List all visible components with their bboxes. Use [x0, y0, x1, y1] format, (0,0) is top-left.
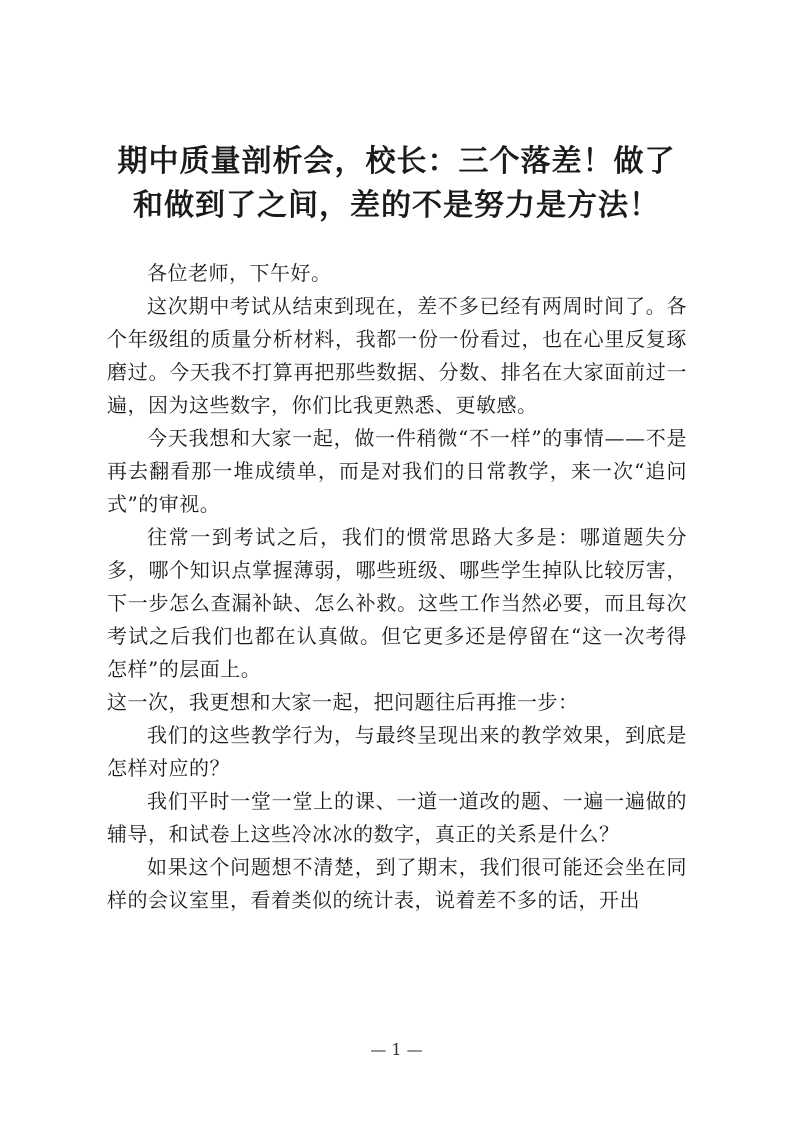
- paragraph: 我们的这些教学行为，与最终呈现出来的教学效果，到底是怎样对应的？: [107, 723, 687, 780]
- title-line-1: 期中质量剖析会，校长：三个落差！做了: [117, 144, 676, 179]
- paragraph-greeting: 各位老师，下午好。: [147, 261, 332, 285]
- paragraph: 这一次，我更想和大家一起，把问题往后再推一步：: [107, 690, 579, 714]
- paragraph: 我们平时一堂一堂上的课、一道一道改的题、一遍一遍做的辅导，和试卷上这些冷冰冰的数字，真正的关系是什么？: [107, 789, 687, 846]
- paragraph: 这次期中考试从结束到现在，差不多已经有两周时间了。各个年级组的质量分析材料，我都一份一份看过，也在心里反复琢磨过。今天我不打算再把那些数据、分数、排名在大家面前过一遍，因为这些数字，你们比我更熟悉、更敏感。: [107, 294, 687, 417]
- title-line-2: 和做到了之间，差的不是努力是方法！: [133, 188, 660, 223]
- document-title: [60, 140, 733, 228]
- page-number: — 1 —: [370, 1040, 423, 1059]
- paragraph: 往常一到考试之后，我们的惯常思路大多是：哪道题失分多，哪个知识点掌握薄弱，哪些班级、哪些学生掉队比较厉害，下一步怎么查漏补缺、怎么补救。这些工作当然必要，而且每次考试之后我们也都在认真做。但它更多还是停留在“这一次考得怎样”的层面上。: [107, 525, 687, 681]
- paragraph: 如果这个问题想不清楚，到了期末，我们很可能还会坐在同样的会议室里，看着类似的统计表，说着差不多的话，开出: [107, 855, 687, 912]
- paragraph: 今天我想和大家一起，做一件稍微“不一样”的事情——不是再去翻看那一堆成绩单，而是对我们的日常教学，来一次“追问式”的审视。: [107, 426, 687, 516]
- document-body: [107, 257, 687, 917]
